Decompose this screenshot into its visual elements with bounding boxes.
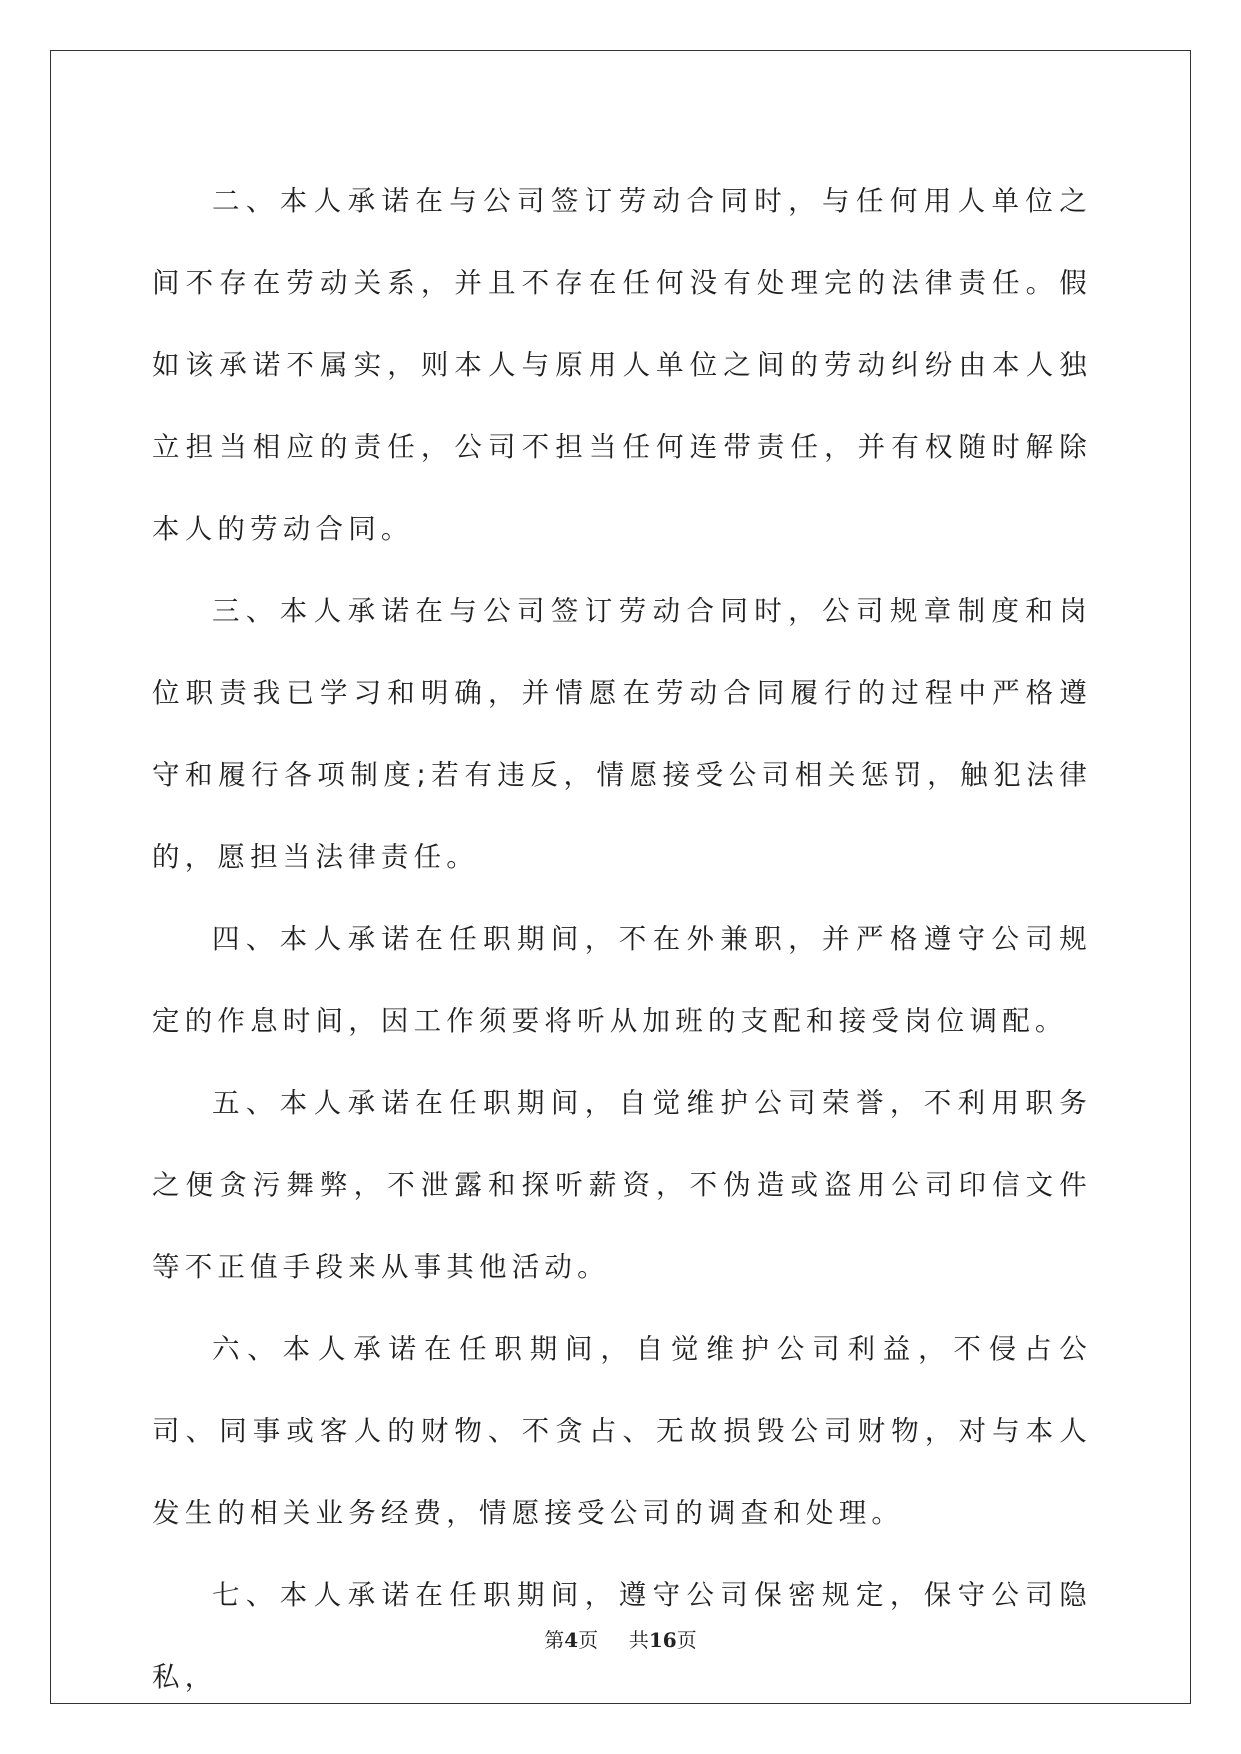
paragraph-clause-4: 四、本人承诺在任职期间，不在外兼职，并严格遵守公司规定的作息时间，因工作须要将听从加班的支配和接受岗位调配。 [152, 923, 1092, 1037]
paragraph-clause-5: 五、本人承诺在任职期间，自觉维护公司荣誉，不利用职务之便贪污舞弊，不泄露和探听薪资，不伪造或盗用公司印信文件等不正值手段来从事其他活动。 [152, 1087, 1092, 1283]
paragraph-clause-2: 二、本人承诺在与公司签订劳动合同时，与任何用人单位之间不存在劳动关系，并且不存在任何没有处理完的法律责任。假如该承诺不属实，则本人与原用人单位之间的劳动纠纷由本人独立担当相应的责任，公司不担当任何连带责任，并有权随时解除本人的劳动合同。 [152, 185, 1092, 545]
document-body [152, 160, 1092, 1718]
paragraph-clause-3: 三、本人承诺在与公司签订劳动合同时，公司规章制度和岗位职责我已学习和明确，并情愿在劳动合同履行的过程中严格遵守和履行各项制度;若有违反，情愿接受公司相关惩罚，触犯法律的，愿担当法律责任。 [152, 595, 1092, 873]
paragraph-clause-6: 六、本人承诺在任职期间，自觉维护公司利益，不侵占公司、同事或客人的财物、不贪占、无故损毁公司财物，对与本人发生的相关业务经费，情愿接受公司的调查和处理。 [152, 1333, 1092, 1529]
total-page-count: 16 [648, 1628, 677, 1652]
current-page-number: 4 [564, 1628, 579, 1652]
footer-total-prefix: 共 [628, 1628, 649, 1652]
footer-prefix: 第 [544, 1628, 565, 1652]
paragraph-clause-7: 七、本人承诺在任职期间，遵守公司保密规定，保守公司隐私， [152, 1579, 1092, 1693]
page-footer [0, 1624, 1241, 1653]
footer-page-suffix: 页 [578, 1628, 599, 1652]
footer-total-suffix: 页 [676, 1628, 697, 1652]
